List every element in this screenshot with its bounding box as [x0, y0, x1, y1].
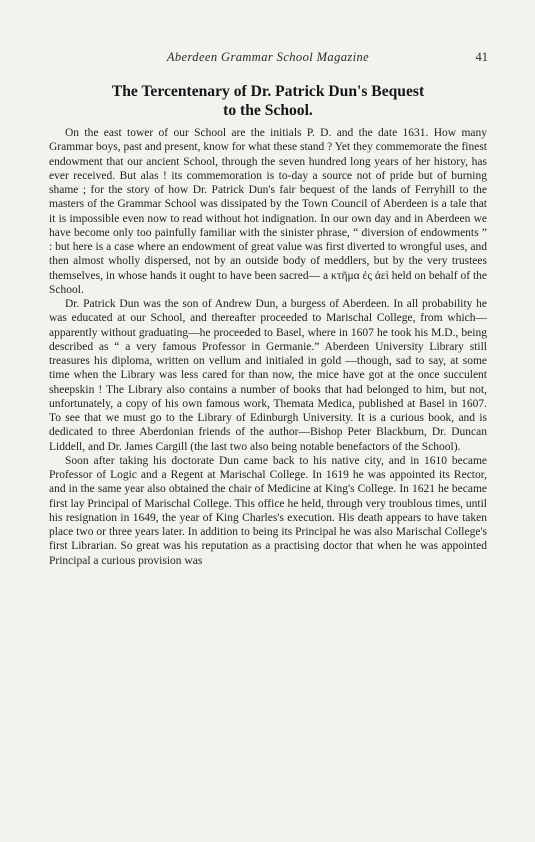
article-title [46, 82, 490, 120]
running-header [48, 50, 488, 70]
paragraph-dun-biography: Dr. Patrick Dun was the son of Andrew Dun, a burgess of Aberdeen. In all probability he was educated at our School, and thereafter proceeded to Marischal College, from which— apparently without graduating—he proceeded to Basel, where in 1607 he took his M.D., being described as “ a very famous Professor in Germanie.” Aberdeen University Library still treasures his diploma, written on vellum and initialed in gold —though, sad to say, at some time when the Library was less cared for than now, the mice have got at the once succulent sheepskin ! The Library also contains a number of books that had belonged to him, but not, unfortunately, a copy of his own famous work, Themata Medica, published at Basel in 1607. To see that we must go to the Library of Edinburgh University. It is a curious book, and is dedicated to three Aberdonian friends of the author—Bishop Peter Blackburn, Dr. Duncan Liddell, and Dr. James Cargill (the last two also being notable benefactors of the School). [49, 298, 487, 453]
article-title-line-2: to the School. [223, 102, 313, 119]
paragraph-initials-on-tower: On the east tower of our School are the initials P. D. and the date 1631. How many Grammar boys, past and present, know for what these stand ? Yet they commemorate the finest endowment that our ancient School, through the seven hundred long years of her history, has ever received. But alas ! its commemoration is to-day a source not of pride but of burning shame ; for the story of how Dr. Patrick Dun's fair bequest of the lands of Ferryhill to the masters of the Grammar School was dissipated by the Town Council of Aberdeen is a tale that it is impossible even now to read without hot indignation. In our own day and in Aberdeen we have become only too painfully familiar with the sinister phrase, “ diversion of endowments ” : but here is a case where an endowment of great value was first diverted to wrongful uses, and then almost wholly dispersed, not by an outside body of meddlers, but by the very trustees themselves, in whose hands it ought to have been sacred— a κτῆμα ἐς ἀεὶ held on behalf of the School. [49, 127, 487, 296]
article-body [49, 126, 487, 568]
page-number: 41 [475, 50, 488, 64]
running-title: Aberdeen Grammar School Magazine [166, 50, 370, 64]
paragraph-dun-career: Soon after taking his doctorate Dun came back to his native city, and in 1610 became Professor of Logic and a Regent at Marischal College. In 1619 he was appointed its Rector, and in the same year also obtained the chair of Medicine at King's College. In 1621 he became first lay Principal of Marischal College. This office he held, through very troublous times, until his resignation in 1649, the year of King Charles's execution. His death appears to have taken place two or three years later. In addition to being its Principal he was also Marischal College's first Librarian. So great was his reputation as a practising doctor that when he was appointed Principal a curious provision was [49, 454, 487, 567]
article-title-line-1: The Tercentenary of Dr. Patrick Dun's Bequest [111, 83, 425, 100]
